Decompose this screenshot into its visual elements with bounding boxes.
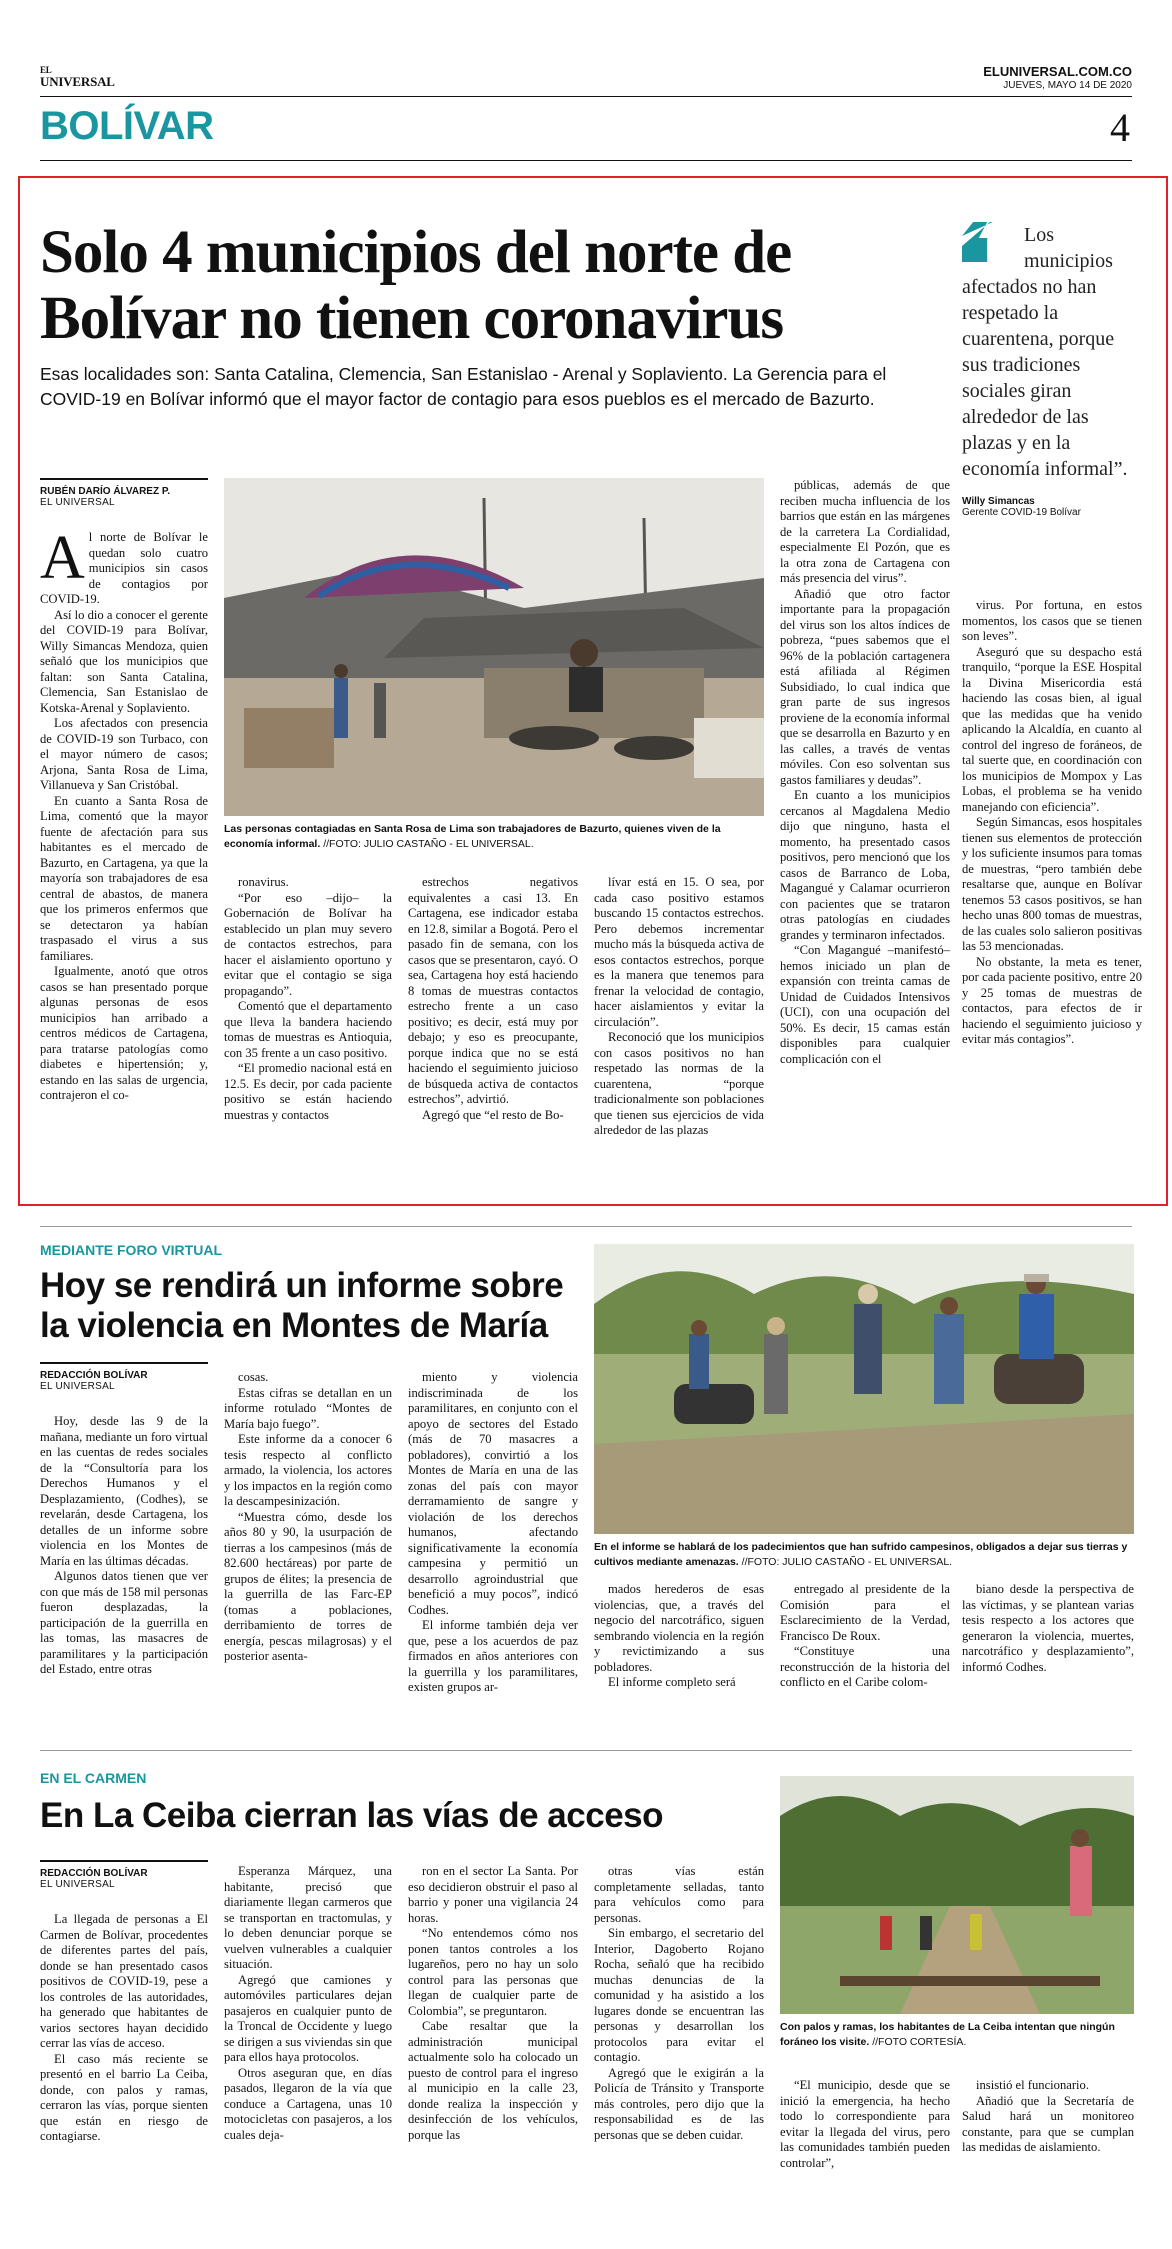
story-separator [40, 1226, 1132, 1227]
story3-column-1 [40, 1912, 208, 2145]
paragraph: Otros aseguran que, en días pasados, llegaron de la vía que conduce a Cartagena, unas 10 motocicletas con pasajeros, a los cuales deja- [224, 2065, 392, 2142]
page-number: 4 [1110, 105, 1130, 150]
lead-caption-credit: //FOTO: JULIO CASTAÑO - EL UNIVERSAL. [320, 838, 534, 850]
paragraph: El informe también deja ver que, pese a los acuerdos de paz firmados en años anteriores con la guerrilla y los paramilitares, existen grupos ar- [408, 1618, 578, 1694]
lead-column-1 [40, 524, 208, 1104]
paragraph: entregado al presidente de la Comisión para el Esclarecimiento de la Verdad, Francisco De Roux. [780, 1582, 950, 1643]
paragraph: Agregó que “el resto de Bo- [422, 1107, 564, 1122]
paragraph: Añadió que la Secretaría de Salud hará un monitoreo constante, para que se cumplan las medidas de aislamiento. [962, 2093, 1134, 2154]
lead-byline-outlet: EL UNIVERSAL [40, 497, 115, 508]
paragraph: lívar está en 15. O sea, por cada caso positivo estamos buscando 15 contactos estrechos. Pero debemos incrementar mucho más la búsqueda activa de esos contactos estrechos, porque es la manera que tenemos para frenar la velocidad de contagio, hacer aislamientos y evitar la circulación”. [594, 875, 764, 1029]
story2-headline-line-1: Hoy se rendirá un informe sobre [40, 1266, 564, 1305]
paragraph: Sin embargo, el secretario del Interior, Dagoberto Rojano Rocha, señaló que ha recibido muchas denuncias de la comunidad y ha asistido a los lugares donde se encuentran las personas y desarrollan los protocolos para evitar el contagio. [594, 1926, 764, 2064]
lead-column-6 [962, 598, 1142, 1048]
paragraph: Estas cifras se detallan en un informe rotulado “Montes de María bajo fuego”. [224, 1385, 392, 1431]
pull-quote-text: Los municipios afectados no han respetado la cuarentena, porque sus tradiciones sociales giran alrededor de las plazas y en la economía informal”. [962, 224, 1128, 480]
story2-column-1 [40, 1414, 208, 1678]
story3-column-6 [962, 2078, 1134, 2156]
paragraph: “Constituye una reconstrucción de la historia del conflicto en el Caribe colom- [780, 1644, 950, 1689]
paragraph: “Muestra cómo, desde los años 80 y 90, la usurpación de tierras a los campesinos (más de 82.600 hectáreas) por parte de grupos de élites; la presencia de la guerrilla de las Farc-EP (tomas a poblaciones, derribamiento de torres de energía, pescas milagrosas) y el posterior asenta- [224, 1509, 392, 1663]
paragraph: Así lo dio a conocer el gerente del COVID-19 para Bolívar, Willy Simancas Mendoza, quien señaló que los municipios que faltan: son Santa Catalina, Clemencia, San Estanislao de Kotska-Arenal y Soplaviento. [40, 607, 208, 715]
site-url: ELUNIVERSAL.COM.CO [983, 64, 1132, 79]
story2-column-5 [780, 1582, 950, 1691]
riders-scene-image [594, 1244, 1134, 1534]
lead-column-4 [594, 875, 764, 1139]
story-separator-2 [40, 1750, 1132, 1751]
market-scene-image [224, 478, 764, 816]
story2-column-3 [408, 1370, 578, 1696]
paragraph: Agregó que le exigirán a la Policía de Tránsito y Transporte más controles, pero dijo que la responsabilidad es de las personas que se deben cuidar. [594, 2065, 764, 2142]
paragraph: cosas. [238, 1370, 269, 1384]
story2-byline-outlet: EL UNIVERSAL [40, 1381, 115, 1392]
paragraph: Aseguró que su despacho está tranquilo, “porque la ESE Hospital la Divina Misericordia está haciendo las cosas bien, al igual que las medidas que ha venido aplicando la Alcaldía, en cuanto al control del ingreso de foráneos, de tal suerte que, en coordinación con los municipios de Mompox y Las Lobas, el problema se ha venido manejando con eficiencia”. [962, 644, 1142, 814]
lead-column-5 [780, 478, 950, 1067]
lead-headline [40, 220, 940, 352]
roadblock-scene-image [780, 1776, 1134, 2014]
paragraph: mados herederos de esas violencias, que, a través del negocio del narcotráfico, siguen sembrando violencia en la región y revictimizando a sus pobladores. [594, 1582, 764, 1674]
paragraph: Igualmente, anotó que otros casos se han presentado porque algunas personas de esos municipios han arribado a centros médicos de Cartagena, para tratarse patologías como diabetes e hipertensión; y, estando en las salas de urgencia, contrajeron el co- [40, 964, 208, 1102]
montes-maria-photo [594, 1244, 1134, 1534]
drop-cap: A [40, 524, 85, 592]
paragraph: Agregó que camiones y automóviles particulares dejan pasajeros en cualquier punto de la Troncal de Occidente y luego se dirigen a sus viviendas sin que para ellos haya protocolos. [224, 1972, 392, 2064]
paragraph: La llegada de personas a El Carmen de Bolívar, procedentes de diferentes partes del país, donde se han presentado casos positivos de COVID-19, pese a los controles de las autoridades, ha generado que habitantes de varios sectores hayan decidido cerrar las vías de acceso. [40, 1912, 208, 2050]
section-rule [40, 160, 1132, 161]
lead-column-1-text [40, 524, 208, 1104]
story3-byline-block [40, 1860, 208, 1890]
lead-column-2 [224, 875, 392, 1123]
paragraph: En cuanto a Santa Rosa de Lima, comentó que la mayor fuente de afectación para sus habitantes es el mercado de Bazurto, en Cartagena, ya que la mayoría son trabajadores de esa central de abastos, de manera que los primeros enfermos que se detectaron ya habían traspasado el virus a sus familiares. [40, 793, 208, 963]
story3-column-4 [594, 1864, 764, 2143]
paragraph: públicas, además de que reciben mucha influencia de los barrios que están en las márgenes de la carretera La Cordialidad, especialmente El Pozón, que es la otra zona de Cartagena con más presencia del virus”. [780, 478, 950, 585]
paragraph: Este informe da a conocer 6 tesis respecto al conflicto armado, la violencia, los actores y los impactos en la región como la descampesinización. [224, 1432, 392, 1508]
masthead-rule [40, 96, 1132, 97]
quote-role: Gerente COVID-19 Bolívar [962, 507, 1081, 518]
story2-column-4 [594, 1582, 764, 1691]
logo-bottom: UNIVERSAL [40, 74, 115, 89]
newspaper-logo [40, 64, 115, 88]
story3-caption [780, 2020, 1134, 2050]
paragraph: Algunos datos tienen que ver con que más de 158 mil personas fueron desplazadas, la participación de la guerrilla en las tomas, las masacres de paramilitares y la participación del Estado, entre otras [40, 1569, 208, 1676]
paragraph: “El promedio nacional está en 12.5. Es decir, por cada paciente positivo se están haciendo muestras y contactos [224, 1061, 392, 1122]
lead-caption-text: Las personas contagiadas en Santa Rosa de Lima son trabajadores de Bazurto, quienes viven de la economía informal. [224, 823, 721, 850]
issue-date: JUEVES, MAYO 14 DE 2020 [1003, 80, 1132, 91]
pull-quote [962, 222, 1142, 518]
lead-byline-block [40, 478, 208, 508]
story2-headline [40, 1266, 600, 1346]
paragraph: “Por eso –dijo– la Gobernación de Bolívar ha establecido un plan muy severo de contactos estrechos, para hacer el aislamiento oportuno y evitar que el contagio se siga propagando”. [224, 890, 392, 998]
story3-kicker: EN EL CARMEN [40, 1770, 147, 1786]
paragraph: miento y violencia indiscriminada de los paramilitares, en conjunto con el apoyo de sectores del Estado (más de 70 masacres a pobladores), convirtió a los Montes de María en una de las zonas del país con mayor derramamiento de sangre y violación de los derechos humanos, afectando significativamente la economía campesina y permitió un desarrollo agroindustrial que benefició a muy pocos”, indicó Codhes. [408, 1370, 578, 1617]
story3-caption-text: Con palos y ramas, los habitantes de La Ceiba intentan que ningún foráneo los visite. [780, 2021, 1115, 2048]
story3-column-2 [224, 1864, 392, 2143]
paragraph: “No entendemos cómo nos ponen tantos controles a los lugareños, pero no hay un solo control para las personas que llegan de cualquier parte de Colombia”, se preguntaron. [408, 1926, 578, 2018]
lead-caption [224, 822, 764, 852]
story3-column-3 [408, 1864, 578, 2143]
story2-byline-block [40, 1362, 208, 1392]
paragraph: Cabe resaltar que la administración municipal actualmente solo ha colocado un puesto de control para el ingreso al municipio en la calle 23, donde realiza la inspección y desinfección de los vehículos, porque las [408, 2019, 578, 2142]
story2-headline-line-2: la violencia en Montes de María [40, 1306, 548, 1345]
paragraph: otras vías están completamente selladas, tanto para vehículos como para personas. [594, 1864, 764, 1925]
quote-author: Willy Simancas [962, 496, 1035, 507]
paragraph: “El municipio, desde que se inició la emergencia, ha hecho todo lo correspondiente para evitar la llegada del virus, pero las comunidades también pueden controlar”, [780, 2078, 950, 2170]
story2-column-2 [224, 1370, 392, 1665]
paragraph: estrechos negativos equivalentes a casi 13. En Cartagena, ese indicador estaba en 12.8, similar a Bogotá. Pero el pasado fin de semana, con los casos que se presentaron, cayó. O sea, Cartagena hoy está haciendo 8 tomas de muestras contactos estrecho frente a un caso positivo; es decir, está muy por debajo; y eso es preocupante, porque indica que no se está haciendo el seguimiento juicioso de búsqueda activa de contactos estrechos”, advirtió. [408, 875, 578, 1106]
paragraph: ron en el sector La Santa. Por eso decidieron obstruir el paso al barrio y poner una vigilancia 24 horas. [408, 1864, 578, 1925]
story2-caption [594, 1540, 1134, 1570]
story3-caption-credit: //FOTO CORTESÍA. [869, 2036, 967, 2048]
lead-deck: Esas localidades son: Santa Catalina, Clemencia, San Estanislao - Arenal y Soplaviento. La Gerencia para el COVID-19 en Bolívar informó que el mayor factor de contagio para esos pueblos es el mercado de Bazurto. [40, 364, 887, 409]
paragraph: “Con Magangué –manifestó– hemos iniciado un plan de expansión con treinta camas de Unidad de Cuidados Intensivos (UCI), con una ocupación del 50%. Es decir, 15 camas están disponibles para cualquier complicación con el [780, 943, 950, 1066]
paragraph: No obstante, la meta es tener, por cada paciente positivo, entre 20 y 25 tomas de muestras de contactos, para efectos de ir haciendo el seguimiento juicioso y evitar más contagios”. [962, 954, 1142, 1046]
paragraph: ronavirus. [238, 875, 289, 889]
lead-column-3 [408, 875, 578, 1123]
story3-byline-outlet: EL UNIVERSAL [40, 1879, 115, 1890]
paragraph: Según Simancas, esos hospitales tienen sus elementos de protección y los suficiente insumos para tomas de muestras, “pero también debe resaltarse que, aunque en Bolívar tenemos 53 casos positivos, se han hecho unas 800 tomas de muestras, de las cuales solo salieron positivas las 53 mencionadas. [962, 815, 1142, 953]
story2-caption-text: En el informe se hablará de los padecimientos que han sufrido campesinos, obligados a dejar sus tierras y cultivos mediante amenazas. [594, 1541, 1128, 1568]
paragraph: En cuanto a los municipios cercanos al Magdalena Medio dijo que ninguno, hasta el momento, ha presentado casos positivos, pero mencionó que los casos de Barranco de Loba, Magangué y Calamar ocurrieron con pacientes que se trataron otras patologías en ciudades grandes y terminaron infectados. [780, 788, 950, 942]
quote-mark-icon [962, 222, 1018, 262]
logo-top: EL [40, 65, 52, 75]
paragraph: Reconoció que los municipios con casos positivos no han respetado las normas de la cuarentena, “porque tradicionalmente son poblaciones que tienen sus ejercicios de vida alrededor de las plazas [594, 1030, 764, 1137]
lead-headline-line-1: Solo 4 municipios del norte de [40, 219, 792, 286]
paragraph: Esperanza Márquez, una habitante, precisó que diariamente llegan carmeros que se transportan en tractomulas, y lo deben denunciar porque se vuelven vulnerables a cualquier situación. [224, 1864, 392, 1971]
story3-headline: En La Ceiba cierran las vías de acceso [40, 1796, 664, 1835]
paragraph: El informe completo será [608, 1675, 736, 1689]
section-title: BOLÍVAR [40, 104, 214, 148]
la-ceiba-photo [780, 1776, 1134, 2014]
paragraph: virus. Por fortuna, en estos momentos, los casos que se tienen son leves”. [962, 598, 1142, 643]
lead-byline: RUBÉN DARÍO ÁLVAREZ P. [40, 478, 208, 497]
paragraph: Comentó que el departamento que lleva la bandera haciendo tomas de muestras es Antioquia, con 35 frente a un caso positivo. [224, 999, 392, 1060]
story3-column-5 [780, 2078, 950, 2171]
paragraph: Hoy, desde las 9 de la mañana, mediante un foro virtual en las cuentas de redes sociales de la “Consultoría para los Derechos Humanos y el Desplazamiento, (Codhes), se revelarán, desde Cartagena, los detalles de un informe sobre violencia en los Montes de María en las últimas décadas. [40, 1414, 208, 1568]
lead-headline-line-2: Bolívar no tienen coronavirus [40, 285, 784, 352]
paragraph: l norte de Bolívar le quedan solo cuatro municipios sin casos de contagios por COVID-19. [40, 530, 208, 606]
story3-byline: REDACCIÓN BOLÍVAR [40, 1860, 208, 1879]
paragraph: Añadió que otro factor importante para la propagación del virus son los altos índices de pobreza, “pues sabemos que el 96% de la población cartagenera está afiliada al Régimen Subsidiado, lo cual indica que gran parte de sus ingresos proviene de la economía informal que se desarrolla en Bazurto y en las calles, a través de ventas móviles. Con eso solventan sus gastos familiares y deudas”. [780, 586, 950, 787]
paragraph: Los afectados con presencia de COVID-19 son Turbaco, con el mayor número de casos; Arjona, Santa Rosa de Lima, Villanueva y San Cristóbal. [40, 716, 208, 792]
story2-caption-credit: //FOTO: JULIO CASTAÑO - EL UNIVERSAL. [738, 1556, 953, 1568]
story2-column-6 [962, 1582, 1134, 1675]
market-photo [224, 478, 764, 816]
story2-kicker: MEDIANTE FORO VIRTUAL [40, 1242, 222, 1258]
paragraph: biano desde la perspectiva de las víctimas, y se plantean varias tesis respecto a los actores que generaron la violencia, muertes, narcotráfico y desplazamiento”, informó Codhes. [962, 1582, 1134, 1674]
paragraph: insistió el funcionario. [976, 2078, 1089, 2092]
story2-byline: REDACCIÓN BOLÍVAR [40, 1362, 208, 1381]
paragraph: El caso más reciente se presentó en el barrio La Ceiba, donde, con palos y ramas, cerraron las vías, porque sienten que están en riesgo de contagiarse. [40, 2051, 208, 2143]
